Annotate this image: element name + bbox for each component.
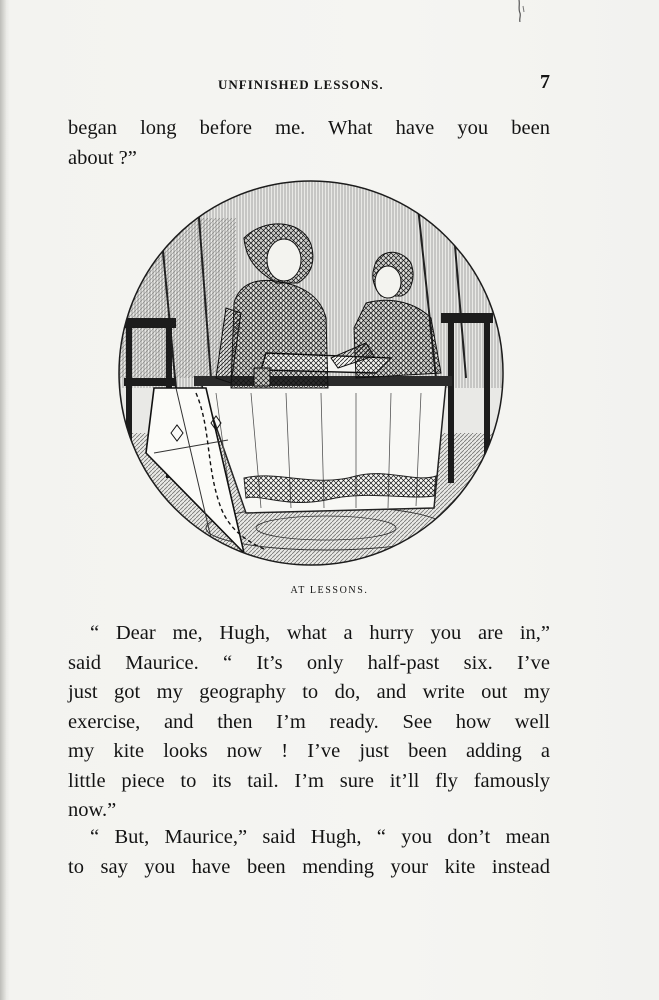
text-line: now.” [68, 799, 117, 821]
text-line: said Maurice. “ It’s only half-past six. I’ve [68, 651, 550, 674]
text-line: to say you have been mending your kite instead [68, 855, 550, 878]
paragraph-hugh [68, 823, 550, 882]
pencil-mark [514, 0, 528, 22]
page-gutter [0, 0, 6, 1000]
text-line: about ?” [68, 146, 137, 169]
paragraph-continued [68, 114, 550, 173]
text-line: exercise, and then I’m ready. See how well [68, 710, 550, 733]
text-line: little piece to its tail. I’m sure it’ll fly famously [68, 769, 550, 792]
illustration-at-lessons [116, 178, 506, 568]
paragraph-maurice [68, 619, 550, 826]
text-line: just got my geography to do, and write out my [68, 681, 550, 703]
text-line: began long before me. What have you been [68, 117, 550, 139]
text-line: “ Dear me, Hugh, what a hurry you are in,” [90, 622, 550, 644]
text-line: my kite looks now ! I’ve just been adding a [68, 740, 550, 762]
page-number: 7 [540, 71, 550, 93]
text-line: “ But, Maurice,” said Hugh, “ you don’t mean [90, 826, 550, 848]
running-title: UNFINISHED LESSONS. [218, 77, 384, 92]
page-header [68, 73, 550, 97]
figure-caption: AT LESSONS. [290, 585, 369, 596]
